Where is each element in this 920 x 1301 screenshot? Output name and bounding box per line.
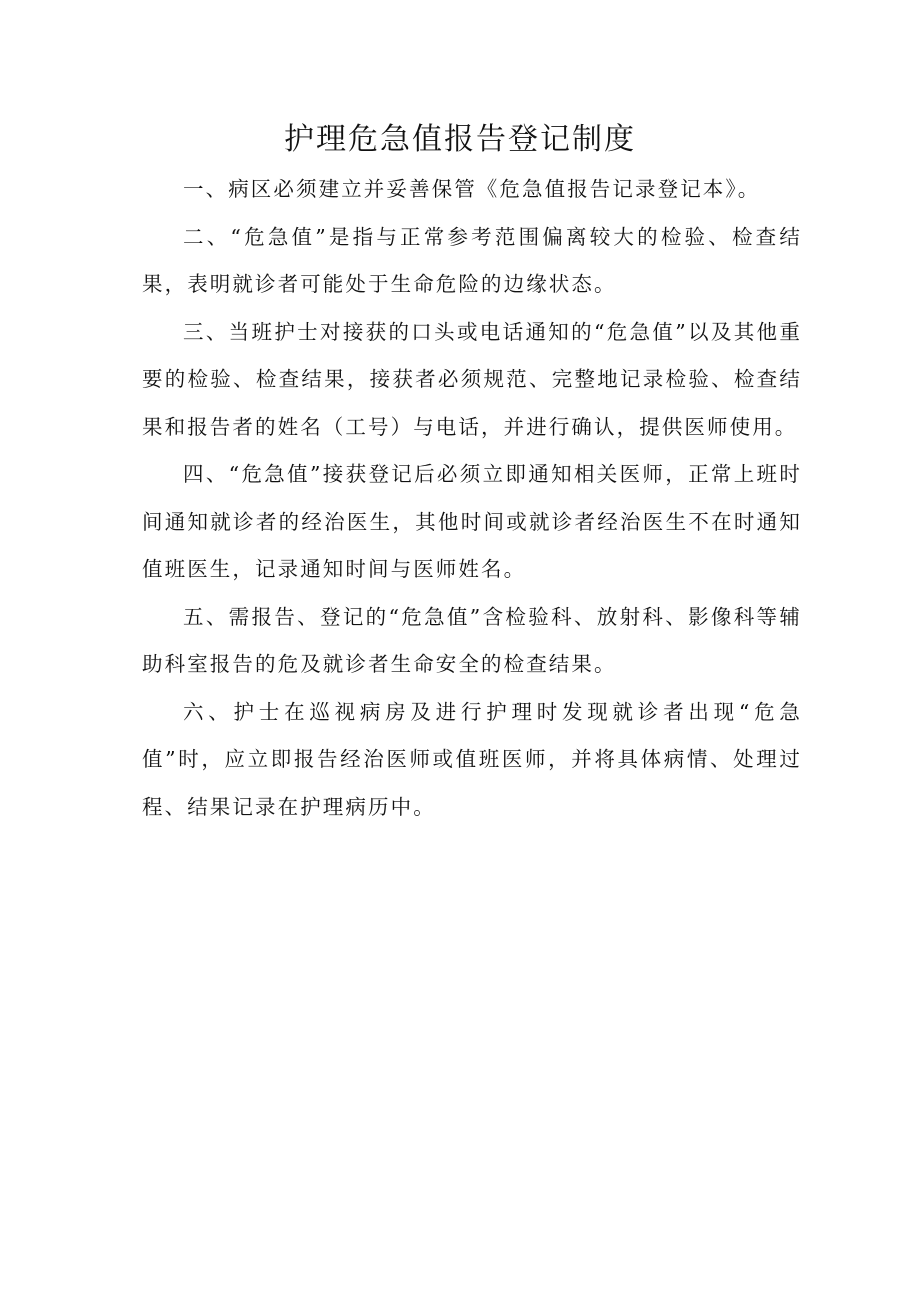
- paragraph-4: 四、“危急值”接获登记后必须立即通知相关医师，正常上班时间通知就诊者的经治医生，其他时间或就诊者经治医生不在时通知值班医生，记录通知时间与医师姓名。: [142, 462, 802, 581]
- paragraph-1: 一、病区必须建立并妥善保管《危急值报告记录登记本》。: [183, 177, 761, 201]
- document-title: 护理危急值报告登记制度: [284, 122, 636, 157]
- paragraph-3: 三、当班护士对接获的口头或电话通知的“危急值”以及其他重要的检验、检查结果，接获者必须规范、完整地记录检验、检查结果和报告者的姓名（工号）与电话，并进行确认，提供医师使用。: [142, 319, 802, 439]
- paragraph-6: 六、护士在巡视病房及进行护理时发现就诊者出现“危急值”时，应立即报告经治医师或值班医师，并将具体病情、处理过程、结果记录在护理病历中。: [142, 699, 802, 819]
- document-body: [142, 166, 802, 831]
- paragraph-5: 五、需报告、登记的“危急值”含检验科、放射科、影像科等辅助科室报告的危及就诊者生命安全的检查结果。: [142, 604, 802, 676]
- paragraph-2: 二、“危急值”是指与正常参考范围偏离较大的检验、检查结果，表明就诊者可能处于生命危险的边缘状态。: [142, 224, 802, 296]
